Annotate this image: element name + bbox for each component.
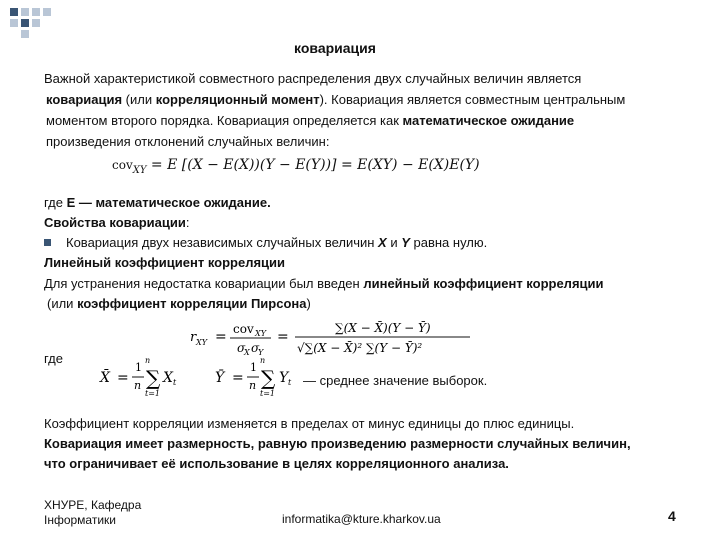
svg-text:t=1: t=1 xyxy=(145,389,161,398)
svg-text:X: X xyxy=(163,370,173,386)
svg-text:=: = xyxy=(215,329,227,345)
para1-line2: ковариация (или корреляционный момент). Ковариация является совместным центральным xyxy=(46,92,626,107)
svg-text:X̄: X̄ xyxy=(100,370,110,386)
svg-text:Y: Y xyxy=(258,348,264,357)
svg-text:σ: σ xyxy=(237,341,246,355)
para2-line2: (или коэффициент корреляции Пирсона) xyxy=(47,296,311,311)
svg-text:1: 1 xyxy=(250,361,257,374)
pearson-formula xyxy=(185,315,485,357)
deco-square xyxy=(43,8,51,16)
dimension-line2: что ограничивает её использование в целях корреляционного анализа. xyxy=(44,456,509,471)
coef-range-line: Коэффициент корреляции изменяется в пределах от минус единицы до плюс единицы. xyxy=(44,416,575,431)
deco-square xyxy=(10,19,18,27)
deco-square xyxy=(32,8,40,16)
footer-org-line1: ХНУРЕ, Кафедра xyxy=(44,498,142,512)
svg-text:cov: cov xyxy=(233,322,254,336)
svg-text:t=1: t=1 xyxy=(260,389,276,398)
svg-text:Y: Y xyxy=(279,370,289,386)
footer-org xyxy=(44,498,141,528)
where-label: где xyxy=(44,351,63,366)
linear-coef-heading: Линейный коэффициент корреляции xyxy=(44,255,286,270)
svg-text:∑(X − X̄)(Y − Ȳ): ∑(X − X̄)(Y − Ȳ) xyxy=(335,321,431,335)
deco-square xyxy=(32,19,40,27)
svg-text:XY: XY xyxy=(196,338,207,347)
deco-square xyxy=(21,30,29,38)
deco-square xyxy=(21,19,29,27)
svg-text:t: t xyxy=(173,378,177,387)
svg-text:n: n xyxy=(249,379,257,392)
mean-description: — среднее значение выборок. xyxy=(303,373,488,388)
corner-decoration xyxy=(0,0,60,40)
svg-text:X: X xyxy=(244,348,250,357)
mean-formulas xyxy=(95,352,310,400)
svg-text:n: n xyxy=(145,356,151,365)
svg-text:=: = xyxy=(232,370,244,386)
svg-text:XY: XY xyxy=(255,329,266,338)
dimension-line1: Ковариация имеет размерность, равную произведению размерности случайных величин, xyxy=(44,436,631,451)
slide-title: ковариация xyxy=(294,40,376,56)
footer-email: informatika@kture.kharkov.ua xyxy=(282,512,441,526)
footer-org-line2: Інформатики xyxy=(44,513,116,527)
svg-text:=: = xyxy=(277,329,289,345)
svg-text:t: t xyxy=(288,378,292,387)
svg-text:1: 1 xyxy=(135,361,142,374)
svg-text:n: n xyxy=(134,379,142,392)
svg-text:∑: ∑ xyxy=(261,366,276,390)
page-number: 4 xyxy=(668,508,676,524)
deco-square xyxy=(10,8,18,16)
svg-text:∑: ∑ xyxy=(146,366,161,390)
covariance-formula: cov$_{XY}$ = E [(X − E(X))(Y − E(Y))] = E(XY) − E(X)E(Y) xyxy=(112,157,480,176)
where-e-line: где E — математическое ожидание. xyxy=(44,195,271,210)
svg-text:r: r xyxy=(190,330,197,345)
svg-text:n: n xyxy=(260,356,266,365)
para1-line1: Важной характеристикой совместного распределения двух случайных величин является xyxy=(44,71,582,86)
svg-text:√∑(X − X̄)² ∑(Y − Ȳ)²: √∑(X − X̄)² ∑(Y − Ȳ)² xyxy=(297,341,423,355)
svg-text:Ȳ: Ȳ xyxy=(215,370,225,386)
property-bullet: Ковариация двух независимых случайных величин X и Y равна нулю. xyxy=(44,235,487,251)
svg-text:=: = xyxy=(117,370,129,386)
para1-line4: произведения отклонений случайных величин: xyxy=(46,134,330,149)
para1-line3: моментом второго порядка. Ковариация определяется как математическое ожидание xyxy=(46,113,575,128)
deco-square xyxy=(21,8,29,16)
para2-line1: Для устранения недостатка ковариации был введен линейный коэффициент корреляции xyxy=(44,276,604,291)
bullet-icon xyxy=(44,239,51,246)
svg-text:σ: σ xyxy=(251,341,260,355)
properties-heading: Свойства ковариации: xyxy=(44,215,190,230)
